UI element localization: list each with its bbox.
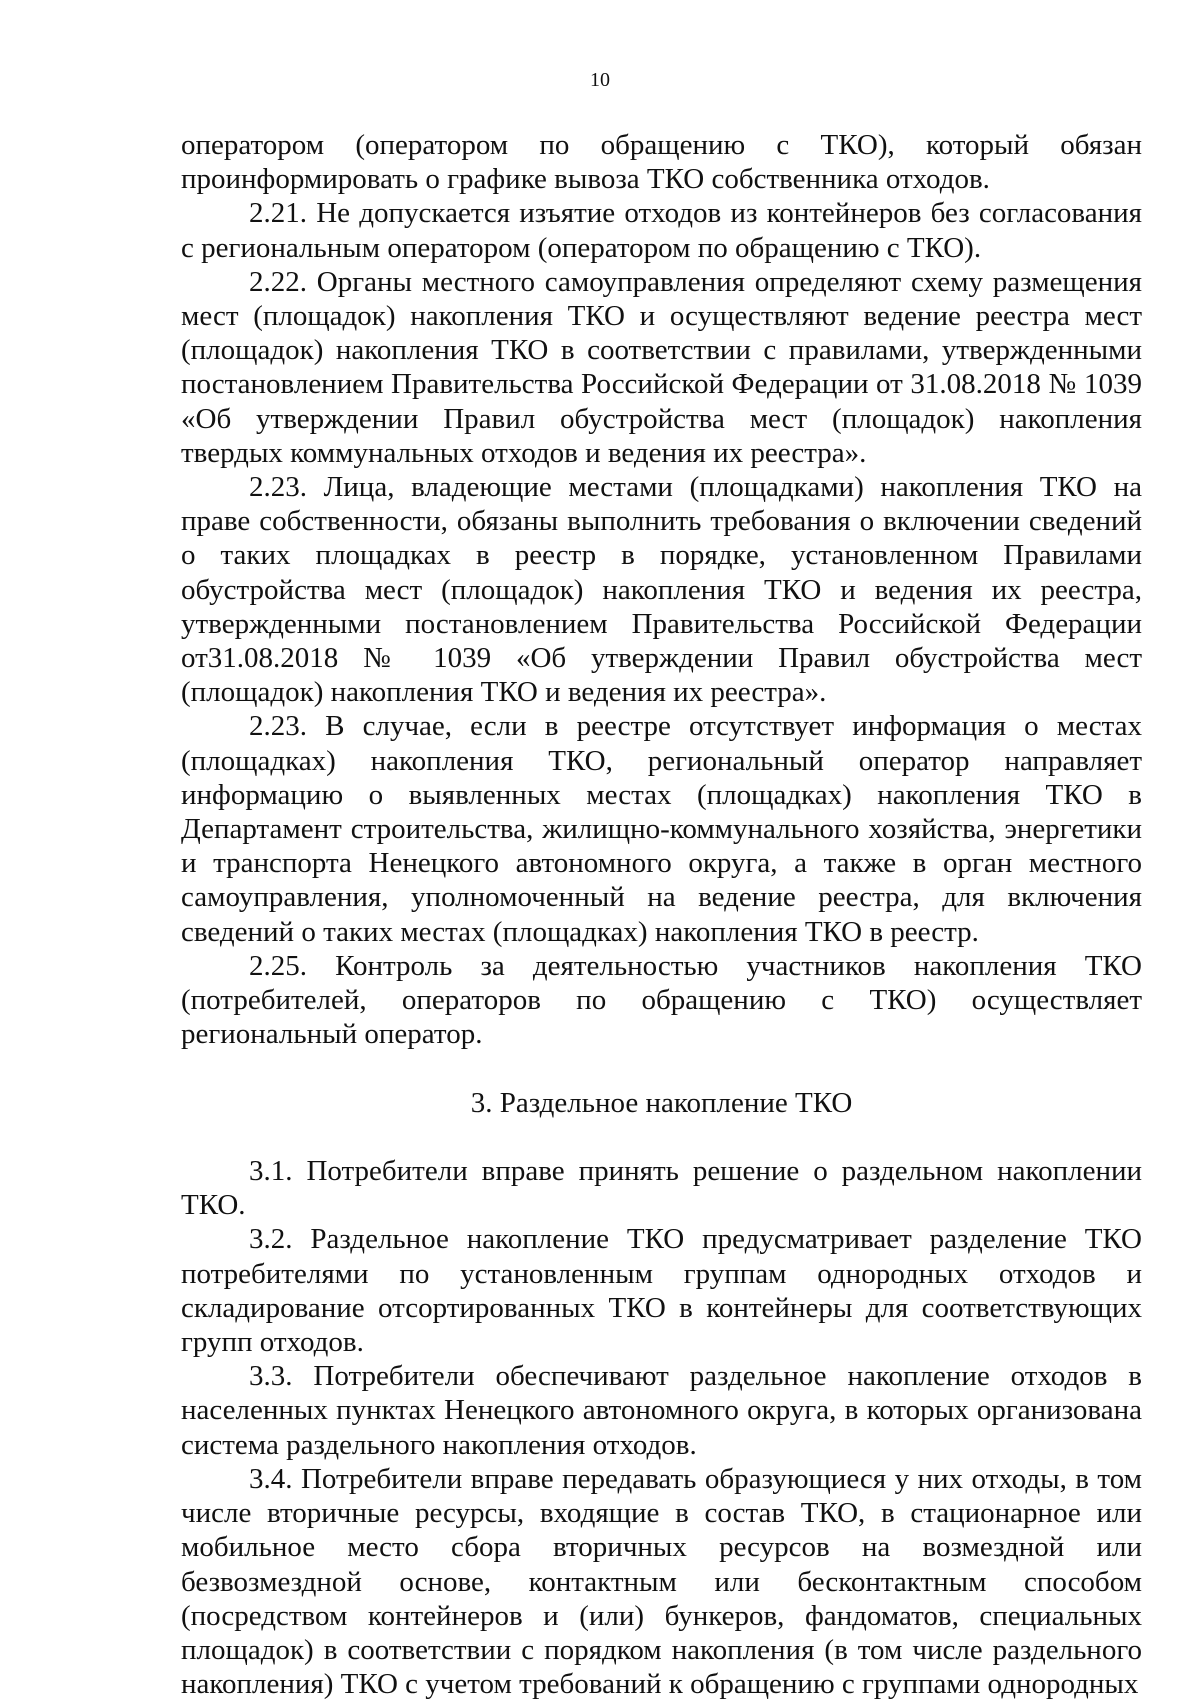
paragraph-2-22: 2.22. Органы местного самоуправления определяют схему размещения мест (площадок) накопления ТКО и осуществляют ведение реестра мест (площадок) накопления ТКО в соответствии с правилами, утвержденными постановлением Правительства Российской Федерации от 31.08.2018 № 1039 «Об утверждении Правил обустройства мест (площадок) накопления твердых коммунальных отходов и ведения их реестра». bbox=[181, 265, 1142, 469]
paragraph-2-23-b: 2.23. В случае, если в реестре отсутствует информация о местах (площадках) накопления ТКО, региональный оператор направляет информацию о выявленных местах (площадках) накопления ТКО в Департамент строительства, жилищно-коммунального хозяйства, энергетики и транспорта Ненецкого автономного округа, а также в орган местного самоуправления, уполномоченный на ведение реестра, для включения сведений о таких местах (площадках) накопления ТКО в реестр. bbox=[181, 710, 1142, 948]
paragraph-continuation: оператором (оператором по обращению с ТКО), который обязан проинформировать о графике вывоза ТКО собственника отходов. bbox=[181, 129, 1142, 196]
paragraph-2-23-a: 2.23. Лица, владеющие местами (площадками) накопления ТКО на праве собственности, обязаны выполнить требования о включении сведений о таких площадках в реестр в порядке, установленном Правилами обустройства мест (площадок) накопления ТКО и ведения их реестра, утвержденными постановлением Правительства Российской Федерации от31.08.2018 № 1039 «Об утверждении Правил обустройства мест (площадок) накопления ТКО и ведения их реестра». bbox=[181, 471, 1142, 709]
paragraph-3-4: 3.4. Потребители вправе передавать образующиеся у них отходы, в том числе вторичные ресурсы, входящие в состав ТКО, в стационарное или мобильное место сбора вторичных ресурсов на возмездной или безвозмездной основе, контактным или бесконтактным способом (посредством контейнеров и (или) бункеров, фандоматов, специальных площадок) в соответствии с порядком накопления (в том числе раздельного накопления) ТКО с учетом требований к обращению с группами однородных bbox=[181, 1462, 1142, 1701]
paragraph-2-21: 2.21. Не допускается изъятие отходов из контейнеров без согласования с региональным оператором (оператором по обращению с ТКО). bbox=[181, 197, 1142, 264]
document-body bbox=[181, 128, 1142, 1701]
spacer bbox=[181, 1120, 1142, 1154]
paragraph-3-3: 3.3. Потребители обеспечивают раздельное накопление отходов в населенных пунктах Ненецкого автономного округа, в которых организована система раздельного накопления отходов. bbox=[181, 1360, 1142, 1461]
paragraph-3-1: 3.1. Потребители вправе принять решение о раздельном накоплении ТКО. bbox=[181, 1155, 1142, 1222]
paragraph-2-25: 2.25. Контроль за деятельностью участников накопления ТКО (потребителей, операторов по обращению с ТКО) осуществляет региональный оператор. bbox=[181, 949, 1142, 1051]
section-heading: 3. Раздельное накопление ТКО bbox=[470, 1086, 853, 1119]
page-number: 10 bbox=[590, 69, 610, 91]
spacer bbox=[181, 1051, 1142, 1085]
paragraph-3-2: 3.2. Раздельное накопление ТКО предусматривает разделение ТКО потребителями по установленным группам однородных отходов и складирование отсортированных ТКО в контейнеры для соответствующих групп отходов. bbox=[181, 1223, 1142, 1359]
